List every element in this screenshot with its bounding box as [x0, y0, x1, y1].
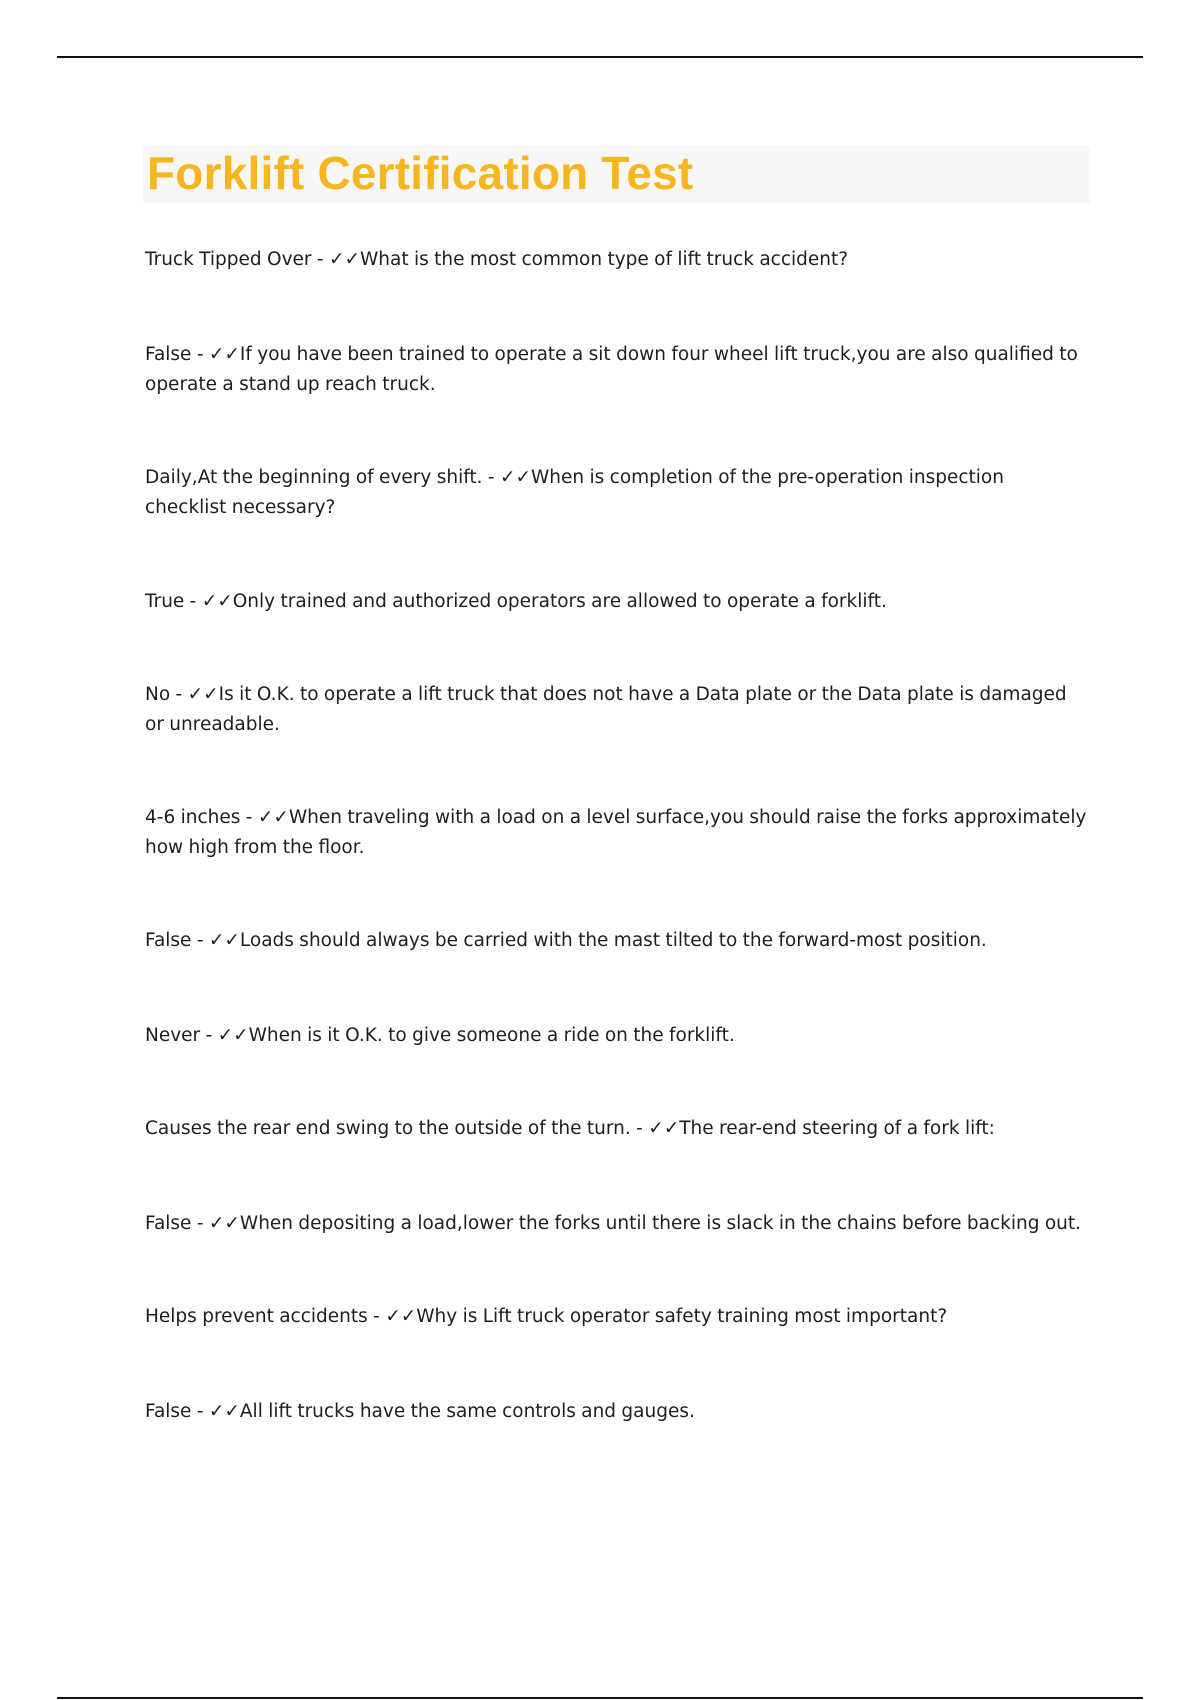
- qa-item: [145, 926, 1090, 956]
- qa-item: [145, 587, 1090, 617]
- separator: -: [482, 467, 500, 488]
- document-title: Forklift Certification Test: [147, 147, 694, 199]
- separator: -: [311, 249, 329, 270]
- answer-text: No: [145, 684, 171, 705]
- question-text: Is it O.K. to operate a lift truck that does not have a Data plate or the Data plate is damaged or unreadable.: [145, 684, 1067, 735]
- qa-item: [145, 245, 1090, 275]
- question-text: When is it O.K. to give someone a ride on the forklift.: [248, 1025, 735, 1046]
- double-check-icon: ✓✓: [217, 1025, 249, 1046]
- answer-text: True: [145, 591, 185, 612]
- separator: -: [191, 344, 209, 365]
- question-text: Why is Lift truck operator safety training most important?: [416, 1306, 948, 1327]
- qa-item: [145, 463, 1090, 523]
- question-text: If you have been trained to operate a sit down four wheel lift truck,you are also qualified to operate a stand up reach truck.: [145, 344, 1078, 395]
- double-check-icon: ✓✓: [328, 249, 360, 270]
- header-rule: [57, 56, 1143, 58]
- double-check-icon: ✓✓: [385, 1306, 417, 1327]
- separator: -: [367, 1306, 386, 1327]
- qa-item: [145, 803, 1090, 863]
- question-text: When is completion of the pre-operation inspection checklist necessary?: [145, 467, 1004, 518]
- question-text: The rear-end steering of a fork lift:: [679, 1118, 995, 1139]
- qa-item: [145, 1114, 1090, 1144]
- qa-item: [145, 680, 1090, 740]
- separator: -: [170, 684, 188, 705]
- question-text: Only trained and authorized operators are allowed to operate a forklift.: [232, 591, 887, 612]
- answer-text: Helps prevent accidents: [145, 1306, 368, 1327]
- answer-text: Daily,At the beginning of every shift.: [145, 467, 483, 488]
- answer-text: Truck Tipped Over: [145, 249, 312, 270]
- double-check-icon: ✓✓: [257, 807, 289, 828]
- answer-text: False: [145, 1401, 192, 1422]
- footer-rule: [57, 1697, 1143, 1699]
- separator: -: [240, 807, 258, 828]
- separator: -: [191, 1401, 209, 1422]
- title-band: [143, 146, 1090, 203]
- answer-text: 4-6 inches: [145, 807, 241, 828]
- question-text: All lift trucks have the same controls and gauges.: [239, 1401, 695, 1422]
- qa-item: [145, 1209, 1090, 1239]
- qa-item: [145, 1021, 1090, 1051]
- double-check-icon: ✓✓: [208, 344, 240, 365]
- question-text: What is the most common type of lift truck accident?: [360, 249, 849, 270]
- question-text: Loads should always be carried with the mast tilted to the forward-most position.: [239, 930, 987, 951]
- double-check-icon: ✓✓: [187, 684, 219, 705]
- double-check-icon: ✓✓: [499, 467, 531, 488]
- separator: -: [630, 1118, 649, 1139]
- double-check-icon: ✓✓: [201, 591, 233, 612]
- question-text: When depositing a load,lower the forks until there is slack in the chains before backing out.: [239, 1213, 1082, 1234]
- qa-item: [145, 340, 1090, 400]
- answer-text: Never: [145, 1025, 201, 1046]
- question-text: When traveling with a load on a level surface,you should raise the forks approximately how high from the floor.: [145, 807, 1087, 858]
- answer-text: Causes the rear end swing to the outside of the turn.: [145, 1118, 631, 1139]
- separator: -: [200, 1025, 218, 1046]
- separator: -: [184, 591, 202, 612]
- double-check-icon: ✓✓: [208, 930, 240, 951]
- double-check-icon: ✓✓: [208, 1401, 240, 1422]
- answer-text: False: [145, 1213, 192, 1234]
- answer-text: False: [145, 344, 192, 365]
- double-check-icon: ✓✓: [648, 1118, 680, 1139]
- qa-item: [145, 1302, 1090, 1332]
- separator: -: [191, 1213, 209, 1234]
- separator: -: [191, 930, 209, 951]
- double-check-icon: ✓✓: [208, 1213, 240, 1234]
- answer-text: False: [145, 930, 192, 951]
- qa-item: [145, 1397, 1090, 1427]
